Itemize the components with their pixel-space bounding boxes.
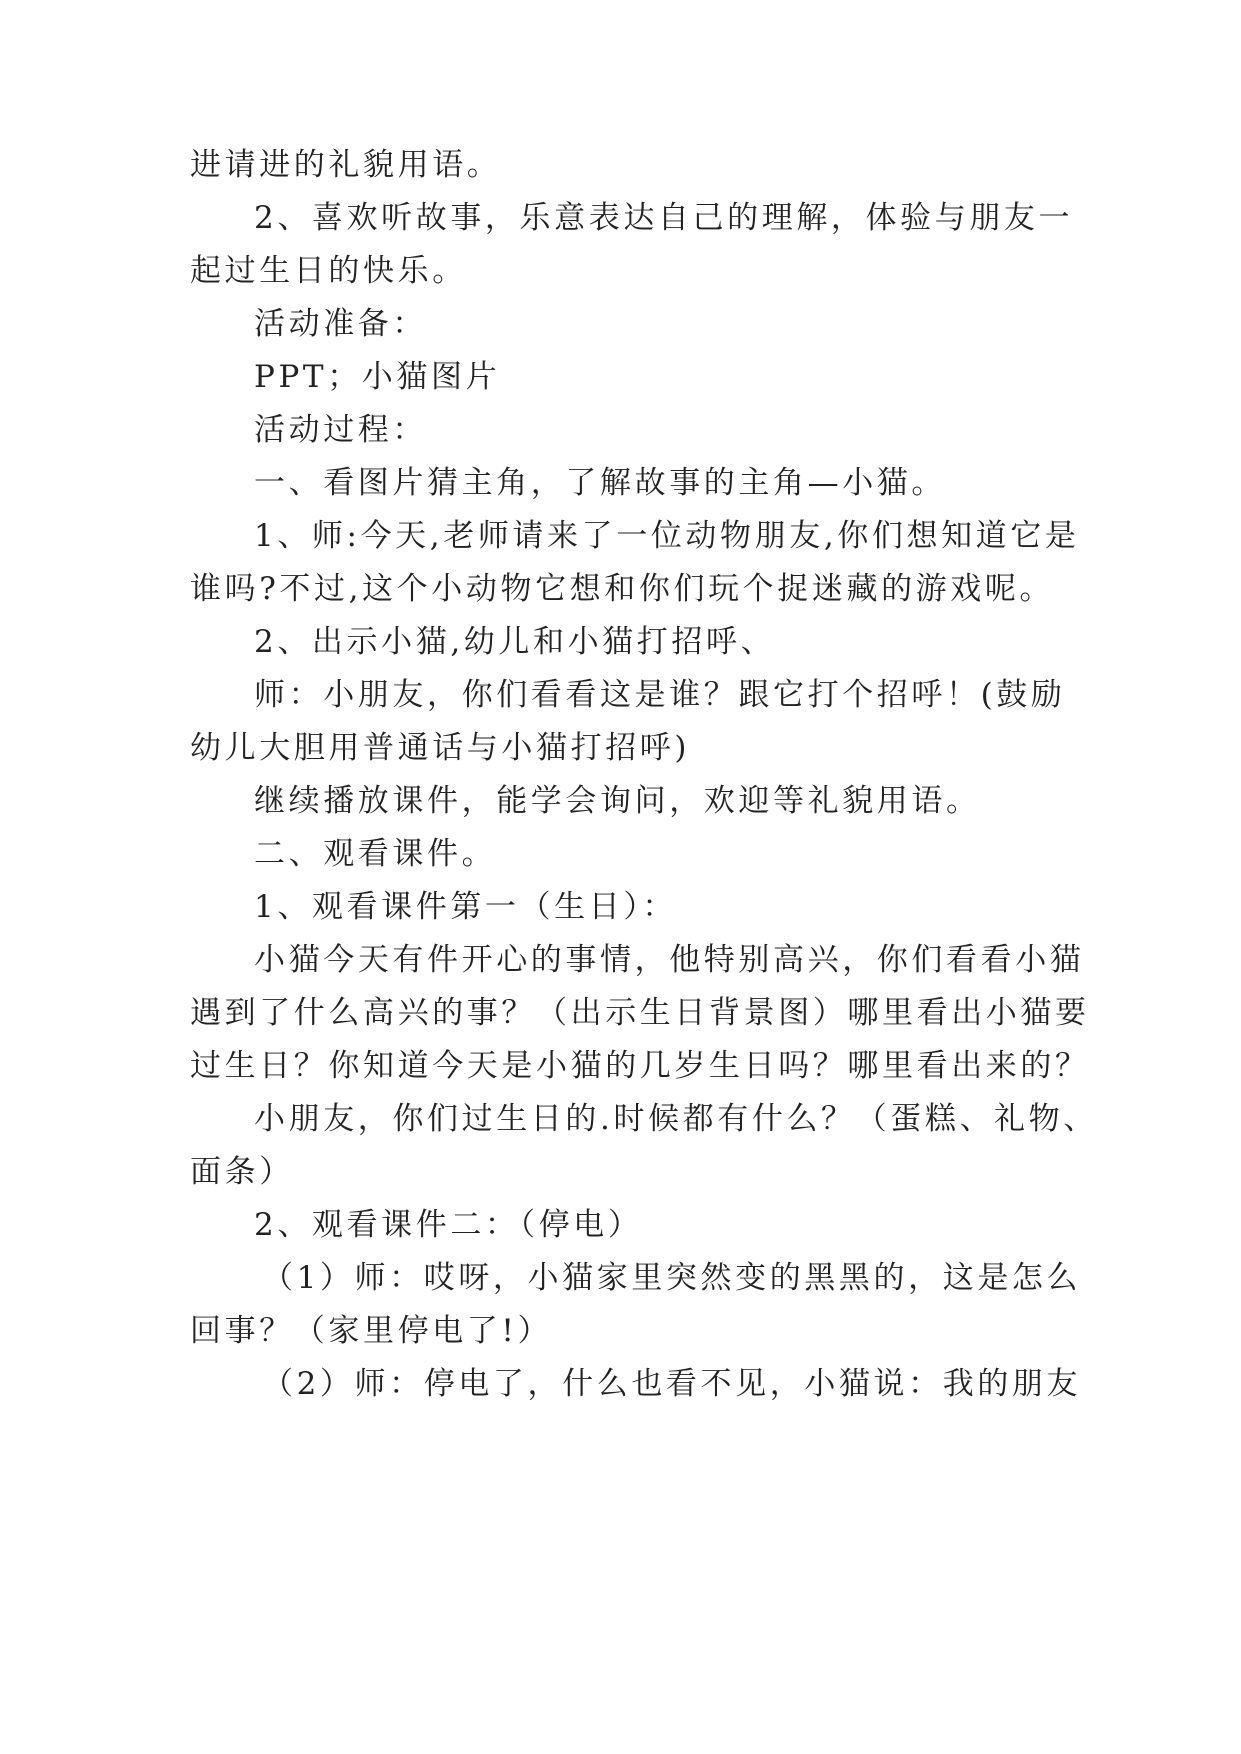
- text-line: 1、观看课件第一（生日）：: [254, 889, 678, 925]
- step-1-heading: 一、看图片猜主角，了解故事的主角—小猫。: [254, 465, 946, 501]
- text-line: 过生日？你知道今天是小猫的几岁生日吗？哪里看出来的？: [190, 1048, 1090, 1084]
- text-line: 小猫今天有件开心的事情，他特别高兴，你们看看小猫: [254, 942, 1085, 978]
- text-line: 1、师:今天,老师请来了一位动物朋友,你们想知道它是: [254, 518, 1080, 554]
- text-line: 小朋友，你们过生日的.时候都有什么？（蛋糕、礼物、: [254, 1101, 1098, 1137]
- objective-2-line-1: 2、喜欢听故事，乐意表达自己的理解，体验与朋友一: [254, 200, 1074, 236]
- text-line: 进请进的礼貌用语。: [190, 147, 502, 183]
- text-line: 继续播放课件，能学会询问，欢迎等礼貌用语。: [254, 783, 981, 819]
- text-line: 回事？（家里停电了!）: [190, 1313, 553, 1349]
- text-line: 2、观看课件二：（停电）: [254, 1207, 643, 1243]
- section-heading-process: 活动过程：: [254, 412, 427, 448]
- text-line: 遇到了什么高兴的事？（出示生日背景图）哪里看出小猫要: [190, 995, 1090, 1031]
- text-line: 谁吗?不过,这个小动物它想和你们玩个捉迷藏的游戏呢。: [190, 571, 1055, 607]
- text-line: 面条）: [190, 1154, 294, 1190]
- text-line: 幼儿大胆用普通话与小猫打招呼): [190, 730, 691, 766]
- text-line: （1）师：哎呀，小猫家里突然变的黑黑的，这是怎么: [262, 1260, 1082, 1296]
- section-heading-preparation: 活动准备：: [254, 306, 427, 342]
- text-line: （2）师：停电了，什么也看不见，小猫说：我的朋友: [262, 1366, 1082, 1402]
- objective-2-line-2: 起过生日的快乐。: [190, 253, 467, 289]
- preparation-materials: PPT；小猫图片: [254, 359, 501, 395]
- text-line: 师：小朋友，你们看看这是谁？跟它打个招呼！(鼓励: [254, 677, 1066, 713]
- text-line: 2、出示小猫,幼儿和小猫打招呼、: [254, 624, 776, 660]
- step-2-heading: 二、观看课件。: [254, 836, 497, 872]
